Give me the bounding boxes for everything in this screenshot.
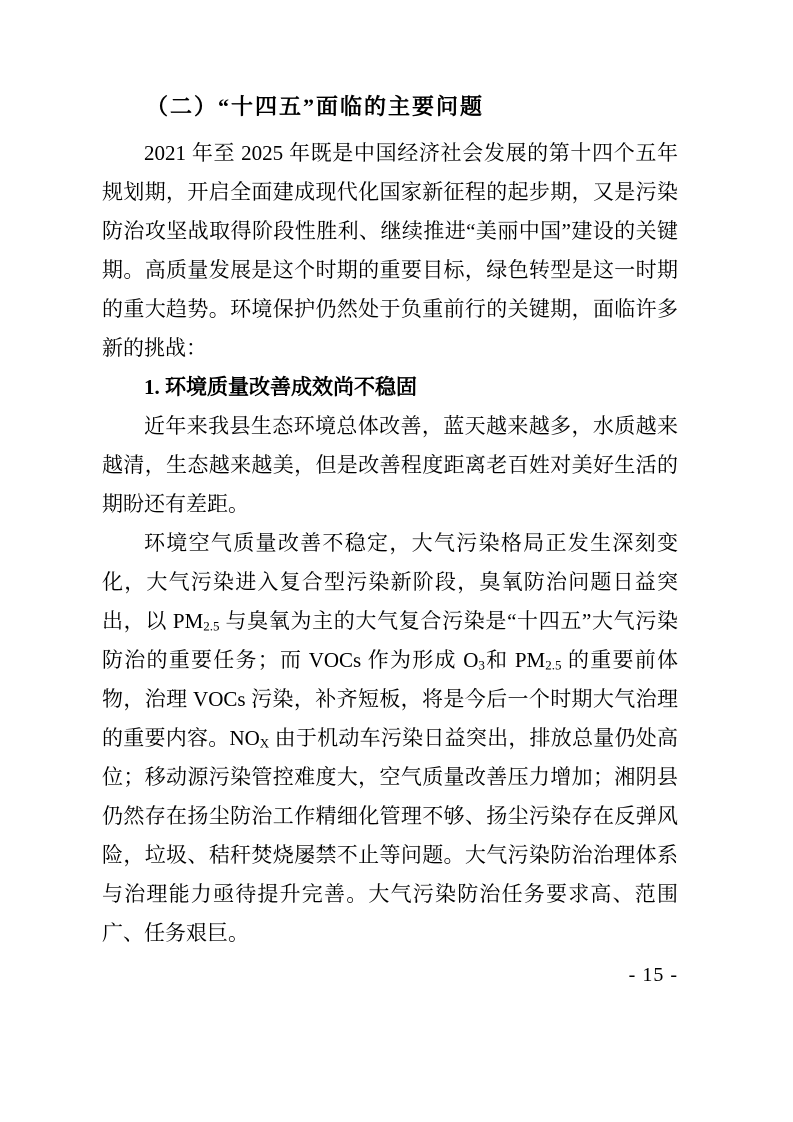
subsection-heading: 1. 环境质量改善成效尚不稳固 bbox=[144, 375, 417, 399]
paragraph-air-quality bbox=[102, 524, 678, 953]
chemical-subscript: X bbox=[259, 735, 270, 751]
section-heading: （二）“十四五”面临的主要问题 bbox=[146, 94, 485, 119]
chemical-subscript: 2.5 bbox=[545, 657, 562, 673]
page-number: - 15 - bbox=[628, 964, 678, 986]
paragraph-environment-improvement: 近年来我县生态环境总体改善，蓝天越来越多，水质越来越清，生态越来越美，但是改善程度距离老百姓对美好生活的期盼还有差距。 bbox=[102, 414, 678, 516]
text-run: 与臭氧为主的大气复合污染是“十四五”大气污染防治的重要任务；而 VOCs 作为形成 O bbox=[102, 609, 679, 672]
text-run: 的重要前体物，治理 VOCs 污染，补齐短板，将是今后一个时期大气治理的重要内容。NO bbox=[102, 648, 678, 750]
text-run: 环境空气质量改善不稳定，大气污染格局正发生深刻变化，大气污染进入复合型污染新阶段，臭氧防治问题日益突出，以 PM bbox=[102, 531, 678, 633]
paragraph-intro: 2021 年至 2025 年既是中国经济社会发展的第十四个五年规划期，开启全面建成现代化国家新征程的起步期，又是污染防治攻坚战取得阶段性胜利、继续推进“美丽中国”建设的关键期。高质量发展是这个时期的重要目标，绿色转型是这一时期的重大趋势。环境保护仍然处于负重前行的关键期，面临许多新的挑战： bbox=[102, 141, 678, 360]
text-run: 和 PM bbox=[484, 648, 546, 672]
text-run: 由于机动车污染日益突出，排放总量仍处高位；移动源污染管控难度大，空气质量改善压力增加；湘阴县仍然存在扬尘防治工作精细化管理不够、扬尘污染存在反弹风险，垃圾、秸秆焚烧屡禁不止等问题。大气污染防治治理体系与治理能力亟待提升完善。大气污染防治任务要求高、范围广、任务艰巨。 bbox=[102, 726, 678, 945]
chemical-subscript: 2.5 bbox=[203, 618, 220, 634]
document-content bbox=[102, 87, 678, 953]
chemical-subscript: 3 bbox=[478, 657, 485, 673]
